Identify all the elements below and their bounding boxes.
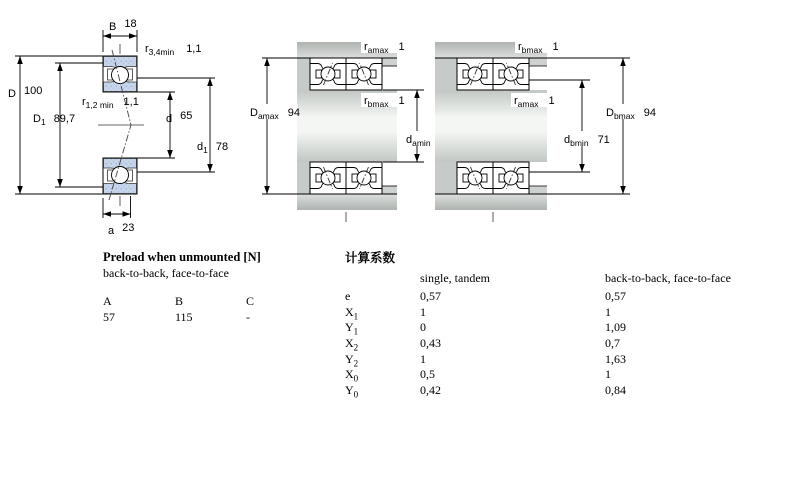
factors-header-single: single, tandem [420, 271, 490, 285]
factors-title: 计算系数 [345, 251, 396, 265]
dim-label-D: D 100 [8, 85, 43, 100]
preload-subtitle: back-to-back, face-to-face [103, 266, 229, 280]
dim-Dbmax [547, 58, 630, 194]
cross-section-diagram [8, 18, 228, 237]
preload-header-A: A [103, 294, 112, 308]
dim-label-r34: $r_{3,4min}$ 1,1 [145, 43, 202, 57]
dim-label-a: a 23 [108, 222, 135, 237]
dim-label-B: B 18 [109, 18, 137, 33]
label-r-bmax-top: $r_{bmax}$ 1 [518, 41, 559, 55]
preload-value-B: 115 [175, 310, 193, 324]
dim-D [15, 56, 103, 194]
housing-bottom [297, 194, 397, 210]
mounting-diagram-a [247, 39, 459, 222]
dim-Damax [262, 58, 297, 194]
preload-value-A: 57 [103, 310, 115, 324]
preload-value-C: - [246, 310, 250, 324]
preload-table [103, 250, 333, 330]
label-r-amax-mid: $r_{amax}$ 1 [514, 95, 555, 109]
factors-header-paired: back-to-back, face-to-face [605, 271, 731, 285]
dim-a [103, 196, 131, 218]
dim-label-D1: $D_1$ 89,7 [33, 113, 76, 127]
dim-label-r12: $r_{1,2 min}$ 1,1 [82, 96, 139, 110]
dim-label-d: d 65 [166, 110, 193, 125]
mounting-diagram-b [435, 39, 657, 222]
preload-header-B: B [175, 294, 184, 308]
label-Dbmax: $D_{bmax}$ 94 [606, 107, 656, 121]
label-damin: $d_{amin}$ [406, 134, 431, 148]
preload-header-C: C [246, 294, 255, 308]
label-r-bmax-mid: $r_{bmax}$ 1 [364, 95, 405, 109]
label-r-amax-top: $r_{amax}$ 1 [364, 41, 405, 55]
calculation-factors-table: 计算系数 single, tandem back-to-back, face-to-face e 0,57 0,57 $X_1$ 1 1 $Y_1$ 0 1,09 $X_2$ 0,43 0,7 $Y_2$ 1 1,63 $X_0$ 0,5 1 $Y_0$ 0,42 0,84 [345, 248, 785, 408]
preload-title: Preload when unmounted [N] [103, 250, 261, 264]
label-dbmin: $d_{bmin}$ 71 [564, 134, 610, 148]
dim-label-d1: $d_1$ 78 [197, 141, 229, 155]
dim-D1 [55, 63, 103, 187]
label-Damax: $D_{amax}$ 94 [250, 107, 300, 121]
housing-bottom [435, 194, 547, 210]
